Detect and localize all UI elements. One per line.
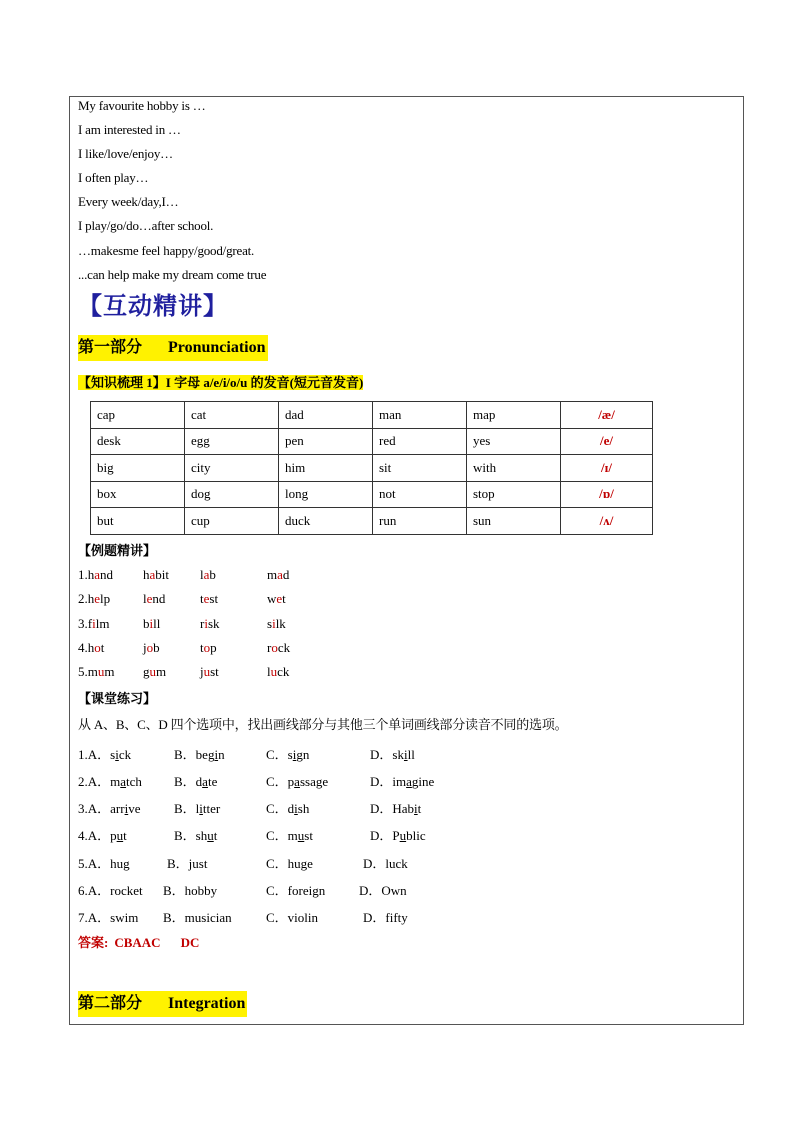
word-part: j xyxy=(143,640,147,655)
word-part: l xyxy=(143,591,147,606)
word-part: B．sh xyxy=(174,828,208,843)
example-word-cell: not xyxy=(373,481,467,508)
marked-letters: i xyxy=(214,747,219,762)
word-part: 1.A．s xyxy=(78,747,116,762)
example-word xyxy=(200,567,216,583)
option-d xyxy=(370,825,426,844)
example-word xyxy=(78,591,110,607)
word-part: C．s xyxy=(266,747,293,762)
word-part: b xyxy=(209,567,216,582)
word-part: B．l xyxy=(174,801,200,816)
example-word xyxy=(143,664,166,680)
phonetic-symbol: /ʌ/ xyxy=(561,508,653,535)
example-word xyxy=(200,640,217,656)
word-part: d xyxy=(282,567,290,582)
option-a xyxy=(78,880,143,899)
example-word-cell: map xyxy=(467,402,561,429)
marked-letters: i xyxy=(294,801,298,816)
word-part: gine xyxy=(411,774,435,789)
word-part: sk xyxy=(207,616,220,631)
word-part: m xyxy=(267,567,278,582)
sentence-pattern-2: I am interested in … xyxy=(78,122,181,137)
option-d xyxy=(370,798,421,817)
marked-letters: u xyxy=(116,828,124,843)
word-part: sh xyxy=(297,801,310,816)
option-c xyxy=(266,880,325,899)
phonetic-symbol: /e/ xyxy=(561,428,653,455)
option-b xyxy=(174,771,217,790)
example-word xyxy=(143,567,169,583)
marked-letters: u xyxy=(297,828,305,843)
option-c xyxy=(266,853,313,872)
word-part: t xyxy=(200,640,204,655)
word-part: nd xyxy=(152,591,166,606)
marked-letters: u xyxy=(149,664,156,679)
word-part: st xyxy=(210,664,219,679)
marked-letters: e xyxy=(276,591,283,606)
word-part: 5.m xyxy=(78,664,98,679)
word-part: n xyxy=(218,747,225,762)
word-part: st xyxy=(304,828,313,843)
example-word-cell: big xyxy=(91,455,185,482)
word-part: B．beg xyxy=(174,747,215,762)
example-word-cell: but xyxy=(91,508,185,535)
example-word-cell: desk xyxy=(91,428,185,455)
sentence-pattern-7: …makesme feel happy/good/great. xyxy=(78,243,255,258)
word-part: p xyxy=(210,640,217,655)
marked-letters: i xyxy=(204,616,208,631)
marked-letters: u xyxy=(270,664,278,679)
marked-letters: a xyxy=(202,774,208,789)
option-b xyxy=(167,853,207,872)
example-word-cell: egg xyxy=(185,428,279,455)
example-word-cell: cat xyxy=(185,402,279,429)
word-part: t xyxy=(213,828,218,843)
word-part: 4.h xyxy=(78,640,95,655)
word-part: j xyxy=(200,664,204,679)
marked-letters: u xyxy=(203,664,211,679)
marked-letters: o xyxy=(271,640,278,655)
option-d xyxy=(370,744,415,763)
marked-letters: a xyxy=(203,567,210,582)
example-word xyxy=(143,640,160,656)
marked-letters: a xyxy=(406,774,412,789)
part-two-en: Integration xyxy=(168,995,246,1012)
word-part: B．just xyxy=(167,856,208,871)
example-word xyxy=(200,616,220,632)
example-word-cell: sun xyxy=(467,508,561,535)
word-part: g xyxy=(143,664,150,679)
marked-letters: a xyxy=(94,567,101,582)
option-c xyxy=(266,907,318,926)
word-part: ll xyxy=(407,747,415,762)
answer-value-2: DC xyxy=(180,935,200,950)
example-word xyxy=(200,664,219,680)
option-a xyxy=(78,853,130,872)
word-part: D．Own xyxy=(359,883,407,898)
lesson-frame xyxy=(69,96,744,1025)
example-word xyxy=(78,567,113,583)
option-b xyxy=(163,880,217,899)
option-c xyxy=(266,798,309,817)
phonetic-symbol: /æ/ xyxy=(561,402,653,429)
marked-letters: u xyxy=(207,828,214,843)
example-word xyxy=(267,616,286,632)
word-part: C．m xyxy=(266,828,298,843)
sentence-pattern-6: I play/go/do…after school. xyxy=(78,218,214,233)
word-part: l xyxy=(200,567,204,582)
option-c xyxy=(266,744,309,763)
example-word-cell: pen xyxy=(279,428,373,455)
word-part: t xyxy=(282,591,286,606)
marked-letters: i xyxy=(414,801,418,816)
example-word-cell: with xyxy=(467,455,561,482)
example-word xyxy=(267,567,289,583)
word-part: nd xyxy=(100,567,114,582)
sound-table-row xyxy=(91,481,653,508)
word-part: 6.A．rocket xyxy=(78,883,143,898)
example-word xyxy=(78,664,115,680)
knowledge-heading xyxy=(78,372,363,391)
word-part: 2.A．m xyxy=(78,774,121,789)
word-part: blic xyxy=(406,828,426,843)
word-part: 4.A．p xyxy=(78,828,117,843)
word-part: h xyxy=(143,567,150,582)
word-part: B．hobby xyxy=(163,883,218,898)
word-part: s xyxy=(267,616,273,631)
sound-table-row xyxy=(91,402,653,429)
marked-letters: i xyxy=(403,747,408,762)
marked-letters: a xyxy=(277,567,283,582)
section-title: 【互动精讲】 xyxy=(78,292,228,320)
part-two-cn: 第二部分 xyxy=(78,995,143,1012)
example-word xyxy=(143,616,160,632)
marked-letters: i xyxy=(199,801,203,816)
word-part: b xyxy=(153,640,160,655)
example-word-cell: red xyxy=(373,428,467,455)
marked-letters: i xyxy=(272,616,276,631)
marked-letters: i xyxy=(124,801,129,816)
marked-letters: u xyxy=(97,664,105,679)
option-a xyxy=(78,771,142,790)
word-part: C．huge xyxy=(266,856,313,871)
option-d xyxy=(363,907,408,926)
word-part: D．im xyxy=(370,774,407,789)
example-word xyxy=(78,616,109,632)
example-word-cell: duck xyxy=(279,508,373,535)
example-word xyxy=(200,591,218,607)
example-word xyxy=(143,591,165,607)
option-d xyxy=(370,771,434,790)
word-part: te xyxy=(207,774,218,789)
word-part: t xyxy=(123,828,127,843)
option-d xyxy=(363,853,408,872)
word-part: 3.A．arr xyxy=(78,801,125,816)
marked-letters: a xyxy=(294,774,300,789)
example-word-cell: dog xyxy=(185,481,279,508)
example-word xyxy=(267,640,290,656)
example-word-cell: run xyxy=(373,508,467,535)
practice-heading: 【课堂练习】 xyxy=(78,691,157,706)
word-part: l xyxy=(267,664,271,679)
word-part: D．P xyxy=(370,828,400,843)
example-word xyxy=(267,591,286,607)
sound-table-row xyxy=(91,428,653,455)
example-word-cell: dad xyxy=(279,402,373,429)
marked-letters: i xyxy=(115,747,119,762)
option-a xyxy=(78,744,131,763)
word-part: w xyxy=(267,591,277,606)
word-part: D．sk xyxy=(370,747,404,762)
word-part: ck xyxy=(277,664,290,679)
word-part: bit xyxy=(155,567,170,582)
sentence-pattern-4: I often play… xyxy=(78,170,149,185)
word-part: t xyxy=(100,640,105,655)
word-part: C．violin xyxy=(266,910,319,925)
vowel-sound-table xyxy=(90,401,653,535)
practice-instruction: 从 A、B、C、D 四个选项中，找出画线部分与其他三个单词画线部分读音不同的选项。 xyxy=(78,717,568,732)
word-part: tter xyxy=(202,801,221,816)
word-part: t xyxy=(417,801,422,816)
sentence-pattern-8: ...can help make my dream come true xyxy=(78,267,267,282)
sound-table-row xyxy=(91,508,653,535)
marked-letters: o xyxy=(146,640,154,655)
word-part: ssage xyxy=(299,774,329,789)
word-part: B．musician xyxy=(163,910,232,925)
answer-label: 答案: xyxy=(78,935,109,950)
part-one-cn: 第一部分 xyxy=(78,339,143,356)
word-part: m xyxy=(156,664,167,679)
word-part: D．Hab xyxy=(370,801,415,816)
word-part: 2.h xyxy=(78,591,95,606)
part-two-heading xyxy=(78,991,247,1017)
example-word-cell: him xyxy=(279,455,373,482)
example-word xyxy=(267,664,289,680)
word-part: b xyxy=(143,616,150,631)
sentence-pattern-1: My favourite hobby is … xyxy=(78,98,206,113)
option-a xyxy=(78,798,140,817)
marked-letters: i xyxy=(292,747,297,762)
marked-letters: e xyxy=(146,591,153,606)
marked-letters: e xyxy=(203,591,210,606)
marked-letters: a xyxy=(120,774,127,789)
option-b xyxy=(174,744,225,763)
word-part: lp xyxy=(100,591,111,606)
word-part: C．p xyxy=(266,774,295,789)
marked-letters: i xyxy=(149,616,154,631)
word-part: 5.A．hug xyxy=(78,856,130,871)
example-word-cell: cup xyxy=(185,508,279,535)
example-word xyxy=(78,640,104,656)
marked-letters: a xyxy=(149,567,156,582)
word-part: 3.f xyxy=(78,616,93,631)
option-a xyxy=(78,825,127,844)
marked-letters: u xyxy=(399,828,407,843)
answer-line xyxy=(78,932,199,951)
marked-letters: o xyxy=(203,640,211,655)
example-word-cell: cap xyxy=(91,402,185,429)
option-b xyxy=(174,798,220,817)
option-c xyxy=(266,771,328,790)
marked-letters: o xyxy=(94,640,101,655)
option-b xyxy=(174,825,217,844)
word-part: ck xyxy=(277,640,291,655)
example-word-cell: man xyxy=(373,402,467,429)
word-part: ll xyxy=(153,616,161,631)
option-d xyxy=(359,880,407,899)
phonetic-symbol: /ɪ/ xyxy=(561,455,653,482)
part-one-heading xyxy=(78,335,268,361)
word-part: C．foreign xyxy=(266,883,326,898)
word-part: st xyxy=(209,591,219,606)
word-part: D．luck xyxy=(363,856,408,871)
word-part: r xyxy=(200,616,205,631)
option-c xyxy=(266,825,313,844)
example-word-cell: stop xyxy=(467,481,561,508)
word-part: lk xyxy=(275,616,286,631)
word-part: m xyxy=(104,664,115,679)
knowledge-label: 【知识梳理 1】 xyxy=(78,375,166,390)
sound-table-row xyxy=(91,455,653,482)
phonetic-symbol: /ɒ/ xyxy=(561,481,653,508)
example-word-cell: long xyxy=(279,481,373,508)
example-word-cell: city xyxy=(185,455,279,482)
word-part: lm xyxy=(95,616,110,631)
word-part: C．d xyxy=(266,801,295,816)
word-part: 1.h xyxy=(78,567,95,582)
word-part: t xyxy=(200,591,204,606)
sentence-pattern-5: Every week/day,I… xyxy=(78,194,179,209)
word-part: B．d xyxy=(174,774,203,789)
examples-heading: 【例题精讲】 xyxy=(78,543,157,558)
option-b xyxy=(163,907,232,926)
marked-letters: e xyxy=(94,591,101,606)
word-part: ck xyxy=(118,747,132,762)
answer-value-1: CBAAC xyxy=(114,935,161,950)
word-part: ve xyxy=(128,801,141,816)
word-part: D．fifty xyxy=(363,910,408,925)
knowledge-text: I 字母 a/e/i/o/u 的发音(短元音发音) xyxy=(165,375,364,390)
word-part: r xyxy=(267,640,272,655)
example-word-cell: box xyxy=(91,481,185,508)
marked-letters: i xyxy=(92,616,96,631)
part-one-en: Pronunciation xyxy=(168,339,266,356)
word-part: 7.A．swim xyxy=(78,910,139,925)
example-word-cell: sit xyxy=(373,455,467,482)
word-part: gn xyxy=(296,747,310,762)
word-part: tch xyxy=(126,774,142,789)
option-a xyxy=(78,907,138,926)
sentence-pattern-3: I like/love/enjoy… xyxy=(78,146,173,161)
example-word-cell: yes xyxy=(467,428,561,455)
